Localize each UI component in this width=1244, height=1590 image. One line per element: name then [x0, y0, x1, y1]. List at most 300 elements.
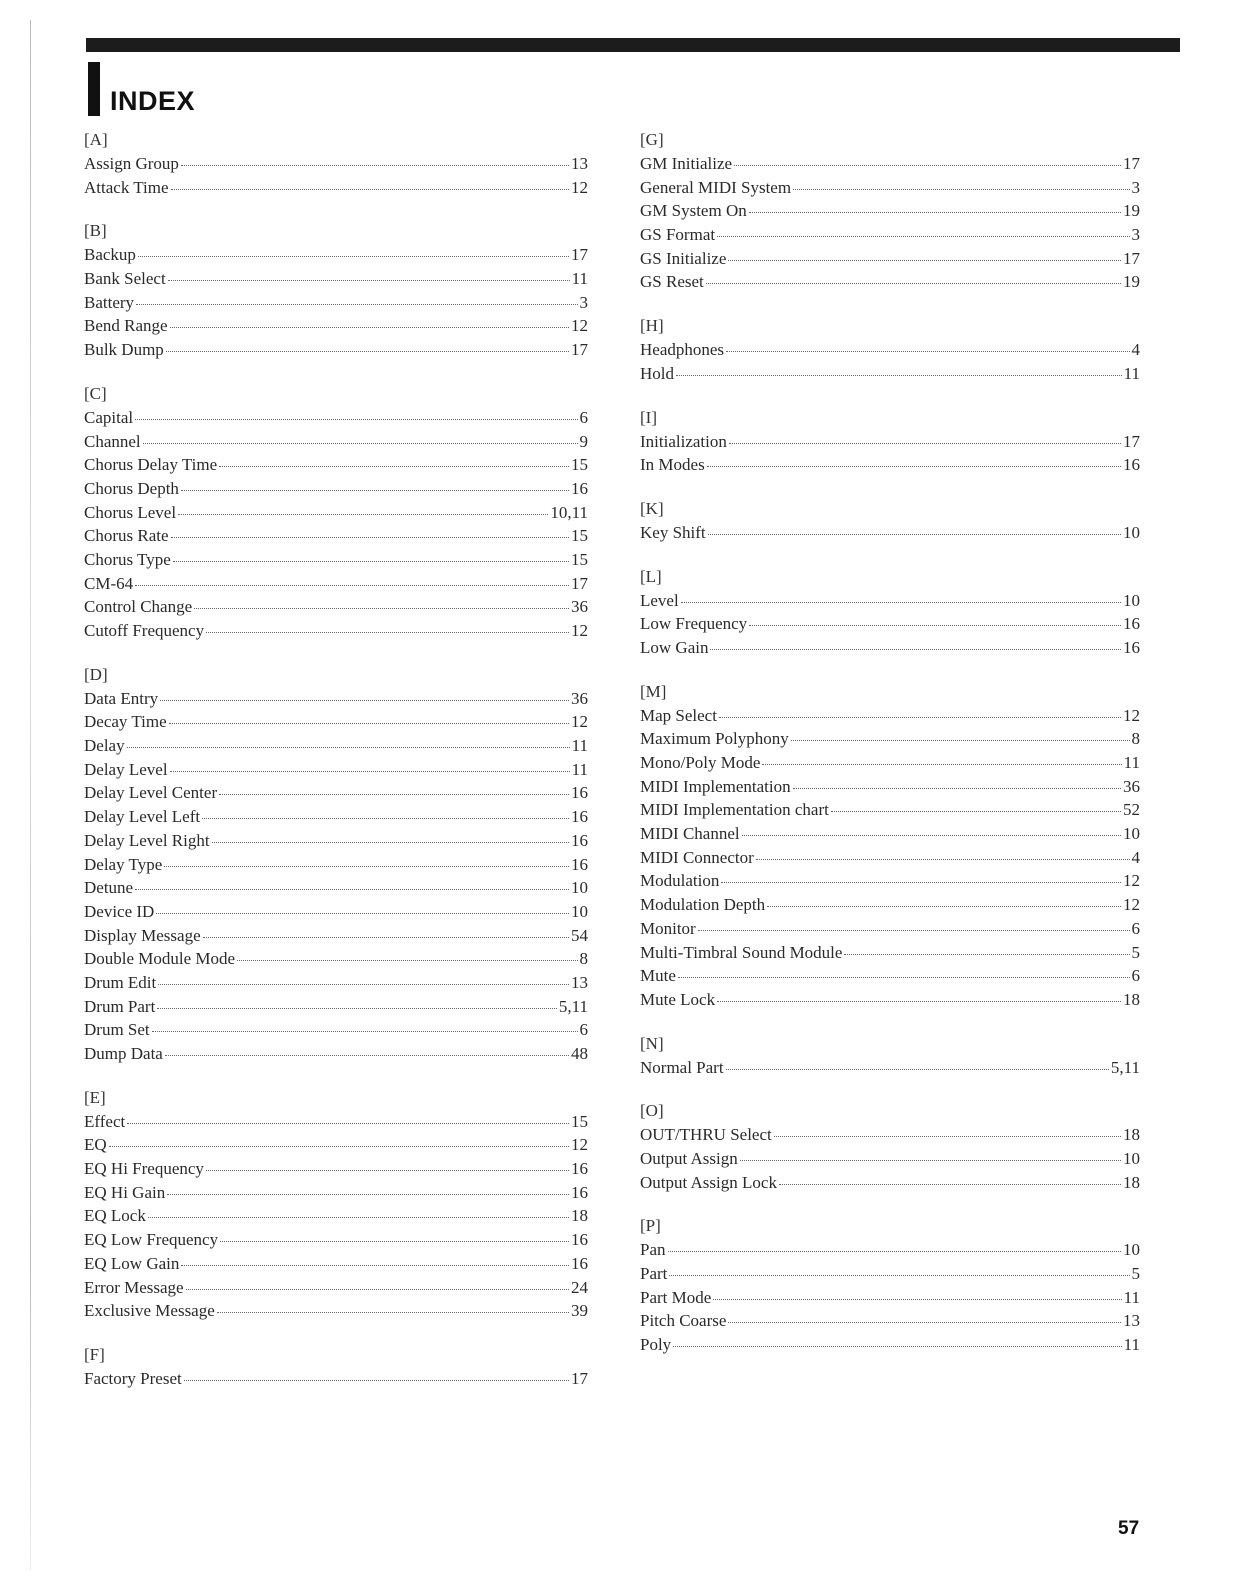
entry-page: 15: [571, 549, 588, 569]
entry-term: Channel: [84, 431, 141, 451]
dot-leader: [779, 1183, 1121, 1185]
section-letter: [O]: [640, 1101, 664, 1121]
entry-term: Delay Level Left: [84, 807, 201, 827]
dot-leader: [194, 607, 569, 609]
index-section: [640, 680, 1140, 1012]
entry-term: General MIDI System: [640, 177, 792, 197]
dot-leader: [171, 536, 569, 538]
entry-term: Effect: [84, 1111, 126, 1131]
section-letter: [B]: [84, 221, 107, 241]
index-entry: [640, 775, 1140, 799]
index-entry: [84, 1157, 588, 1181]
entry-page: 6: [1131, 966, 1140, 986]
index-entry: [640, 1333, 1140, 1357]
dot-leader: [186, 1288, 569, 1290]
index-entry: [84, 501, 588, 525]
entry-term: Delay Level Right: [84, 830, 210, 850]
dot-leader: [791, 739, 1130, 741]
entry-term: Headphones: [640, 340, 725, 360]
index-entry: [640, 1171, 1140, 1195]
dot-leader: [167, 1193, 569, 1195]
index-entry: [84, 1276, 588, 1300]
dot-leader: [160, 699, 569, 701]
index-entry: [640, 362, 1140, 386]
entry-term: Pitch Coarse: [640, 1311, 727, 1331]
index-entry: [84, 453, 588, 477]
index-entry: [640, 1262, 1140, 1286]
entry-term: Capital: [84, 407, 134, 427]
entry-term: Initialization: [640, 431, 727, 451]
entry-term: Pan: [640, 1240, 666, 1260]
entry-term: Bend Range: [84, 316, 168, 336]
dot-leader: [135, 888, 569, 890]
section-letter: [D]: [84, 664, 108, 684]
dot-leader: [202, 817, 569, 819]
index-entry: [640, 917, 1140, 941]
dot-leader: [206, 1169, 569, 1171]
section-letter: [K]: [640, 498, 664, 518]
index-entry: [84, 524, 588, 548]
index-entry: [84, 1299, 588, 1323]
entry-term: GS Reset: [640, 272, 704, 292]
index-entry: [640, 199, 1140, 223]
index-entry: [640, 247, 1140, 271]
entry-term: Drum Edit: [84, 972, 157, 992]
entry-page: 4: [1131, 340, 1140, 360]
entry-term: Backup: [84, 245, 136, 265]
entry-page: 10: [571, 901, 588, 921]
dot-leader: [170, 326, 569, 328]
page-title: INDEX: [110, 86, 196, 116]
index-entry: [84, 291, 588, 315]
index-entry: [84, 430, 588, 454]
index-entry: [84, 687, 588, 711]
dot-leader: [168, 279, 570, 281]
dot-leader: [181, 164, 569, 166]
section-letter: [C]: [84, 383, 107, 403]
entry-page: 3: [1131, 225, 1140, 245]
index-entry: [640, 589, 1140, 613]
entry-page: 11: [571, 759, 588, 779]
dot-leader: [749, 211, 1121, 213]
dot-leader: [127, 746, 570, 748]
index-entry: [84, 805, 588, 829]
entry-term: Drum Set: [84, 1020, 150, 1040]
dot-leader: [729, 442, 1121, 444]
entry-term: Drum Part: [84, 996, 156, 1016]
dot-leader: [152, 1030, 578, 1032]
entry-page: 39: [571, 1301, 588, 1321]
index-entry: [84, 710, 588, 734]
entry-page: 17: [571, 245, 588, 265]
entry-term: CM-64: [84, 573, 134, 593]
entry-page: 3: [1131, 177, 1140, 197]
index-entry: [84, 1181, 588, 1205]
dot-leader: [734, 164, 1121, 166]
dot-leader: [164, 865, 569, 867]
index-entry: [84, 572, 588, 596]
entry-page: 17: [571, 573, 588, 593]
entry-page: 12: [1123, 705, 1140, 725]
dot-leader: [706, 282, 1121, 284]
index-entry: [640, 1123, 1140, 1147]
dot-leader: [136, 303, 577, 305]
dot-leader: [109, 1145, 569, 1147]
entry-term: GS Initialize: [640, 248, 727, 268]
dot-leader: [138, 255, 569, 257]
index-entry: [640, 338, 1140, 362]
index-entry: [84, 734, 588, 758]
dot-leader: [676, 374, 1122, 376]
entry-page: 16: [571, 854, 588, 874]
entry-page: 4: [1131, 847, 1140, 867]
index-entry: [640, 988, 1140, 1012]
dot-leader: [127, 1122, 569, 1124]
entry-term: Mono/Poly Mode: [640, 753, 761, 772]
dot-leader: [135, 418, 577, 420]
index-section: [640, 1099, 1140, 1194]
index-entry: [84, 406, 588, 430]
index-entry: [640, 1309, 1140, 1333]
entry-term: Battery: [84, 292, 135, 312]
entry-term: Poly: [640, 1335, 672, 1355]
index-section: [84, 382, 588, 643]
dot-leader: [178, 513, 548, 515]
entry-term: Chorus Depth: [84, 478, 179, 498]
index-entry: [640, 270, 1140, 294]
entry-page: 12: [571, 621, 588, 640]
dot-leader: [217, 1311, 569, 1313]
entry-term: Part Mode: [640, 1287, 712, 1307]
entry-page: 16: [1123, 614, 1140, 634]
dot-leader: [844, 953, 1129, 955]
entry-term: Map Select: [640, 705, 717, 725]
index-entry: [84, 477, 588, 501]
entry-page: 11: [1123, 1287, 1140, 1307]
entry-term: Chorus Delay Time: [84, 455, 218, 475]
index-entry: [84, 1367, 588, 1391]
index-entry: [84, 1228, 588, 1252]
dot-leader: [728, 1321, 1121, 1323]
index-entry: [640, 1238, 1140, 1262]
dot-leader: [793, 787, 1121, 789]
entry-term: MIDI Channel: [640, 824, 740, 844]
dot-leader: [181, 1264, 569, 1266]
entry-term: In Modes: [640, 455, 705, 475]
dot-leader: [237, 959, 577, 961]
entry-page: 24: [571, 1277, 588, 1297]
index-entry: [84, 900, 588, 924]
section-letter: [A]: [84, 130, 108, 149]
index-section: [640, 406, 1140, 477]
dot-leader: [673, 1345, 1121, 1347]
entry-page: 16: [571, 807, 588, 827]
dot-leader: [756, 858, 1130, 860]
dot-leader: [774, 1135, 1121, 1137]
entry-term: EQ Low Frequency: [84, 1230, 219, 1250]
entry-term: Delay Type: [84, 854, 163, 874]
entry-page: 12: [571, 1135, 588, 1155]
dot-leader: [742, 834, 1121, 836]
dot-leader: [681, 601, 1121, 603]
entry-term: OUT/THRU Select: [640, 1125, 772, 1145]
dot-leader: [158, 983, 569, 985]
entry-page: 5,11: [1110, 1057, 1140, 1077]
index-entry: [84, 758, 588, 782]
entry-page: 48: [571, 1044, 588, 1063]
index-entry: [84, 781, 588, 805]
dot-leader: [206, 631, 569, 633]
entry-term: Delay: [84, 736, 125, 756]
entry-page: 16: [571, 1159, 588, 1179]
index-entry: [84, 243, 588, 267]
section-letter: [N]: [640, 1033, 664, 1053]
index-entry: [84, 267, 588, 291]
index-section: [84, 128, 588, 199]
page-number: 57: [1118, 1518, 1140, 1539]
dot-leader: [717, 235, 1129, 237]
entry-term: Maximum Polyphony: [640, 729, 789, 749]
dot-leader: [220, 1240, 569, 1242]
dot-leader: [668, 1250, 1122, 1252]
entry-term: Bank Select: [84, 269, 166, 289]
index-entry: [640, 1056, 1140, 1080]
index-entry: [84, 338, 588, 362]
index-entry: [84, 924, 588, 948]
entry-page: 17: [1123, 248, 1140, 268]
entry-page: 19: [1123, 201, 1140, 221]
dot-leader: [717, 1000, 1121, 1002]
entry-page: 12: [1123, 871, 1140, 891]
entry-page: 16: [1123, 455, 1140, 475]
dot-leader: [678, 976, 1130, 978]
entry-page: 52: [1123, 800, 1140, 820]
entry-page: 11: [1123, 1335, 1140, 1355]
entry-page: 15: [571, 1111, 588, 1131]
index-entry: [640, 430, 1140, 454]
entry-page: 36: [571, 597, 588, 617]
entry-term: EQ Hi Frequency: [84, 1159, 204, 1179]
entry-term: Delay Level: [84, 759, 168, 779]
entry-page: 18: [1123, 1125, 1140, 1145]
dot-leader: [135, 584, 569, 586]
entry-page: 12: [571, 177, 588, 197]
entry-page: 8: [1131, 729, 1140, 749]
entry-page: 18: [1123, 989, 1140, 1009]
index-section: [640, 314, 1140, 385]
index-entry: [84, 314, 588, 338]
entry-term: Normal Part: [640, 1057, 724, 1077]
index-entry: [84, 595, 588, 619]
dot-leader: [169, 722, 569, 724]
entry-page: 12: [1123, 895, 1140, 915]
dot-leader: [166, 350, 569, 352]
entry-term: Key Shift: [640, 522, 706, 542]
entry-term: Bulk Dump: [84, 340, 164, 360]
dot-leader: [719, 716, 1121, 718]
index-entry: [84, 548, 588, 572]
entry-page: 6: [579, 407, 588, 427]
index-entry: [640, 612, 1140, 636]
dot-leader: [156, 912, 569, 914]
entry-page: 17: [1123, 154, 1140, 173]
index-entry: [640, 869, 1140, 893]
dot-leader: [184, 1379, 569, 1381]
index-entry: [640, 521, 1140, 545]
entry-page: 6: [1131, 918, 1140, 938]
entry-term: Cutoff Frequency: [84, 621, 205, 640]
entry-term: EQ: [84, 1135, 107, 1155]
entry-term: Multi-Timbral Sound Module: [640, 942, 843, 962]
dot-leader: [698, 929, 1130, 931]
scan-edge: [30, 20, 31, 1570]
entry-term: Delay Level Center: [84, 783, 218, 803]
entry-page: 36: [571, 688, 588, 708]
index-section: [84, 1086, 588, 1323]
entry-term: Device ID: [84, 901, 155, 921]
index-section: [84, 219, 588, 361]
entry-page: 54: [571, 925, 588, 945]
index-section: [640, 1032, 1140, 1080]
dot-leader: [219, 793, 569, 795]
index-entry: [640, 1286, 1140, 1310]
entry-term: Low Frequency: [640, 614, 748, 634]
entry-term: Data Entry: [84, 688, 159, 708]
section-letter: [E]: [84, 1087, 106, 1107]
dot-leader: [143, 442, 578, 444]
entry-page: 12: [571, 712, 588, 732]
entry-page: 16: [571, 478, 588, 498]
dot-leader: [669, 1274, 1129, 1276]
dot-leader: [219, 465, 569, 467]
index-entry: [640, 223, 1140, 247]
entry-term: Chorus Level: [84, 502, 177, 522]
entry-page: 6: [579, 1020, 588, 1040]
entry-term: Output Assign Lock: [640, 1172, 777, 1192]
entry-term: MIDI Implementation chart: [640, 800, 829, 820]
entry-page: 13: [571, 972, 588, 992]
index-section: [640, 565, 1140, 660]
dot-leader: [708, 533, 1121, 535]
entry-term: Exclusive Message: [84, 1301, 215, 1321]
entry-term: Hold: [640, 363, 674, 383]
index-entry: [640, 846, 1140, 870]
entry-page: 10: [1123, 590, 1140, 610]
index-entry: [84, 1133, 588, 1157]
section-letter: [F]: [84, 1344, 105, 1364]
index-entry: [84, 1110, 588, 1134]
entry-term: Low Gain: [640, 637, 709, 657]
index-entry: [84, 947, 588, 971]
entry-page: 11: [571, 736, 588, 756]
index-section: [84, 663, 588, 1066]
index-entry: [640, 822, 1140, 846]
entry-term: MIDI Implementation: [640, 776, 791, 796]
index-entry: [84, 152, 588, 176]
dot-leader: [726, 350, 1129, 352]
entry-page: 19: [1123, 272, 1140, 292]
entry-term: Display Message: [84, 925, 201, 945]
entry-term: Assign Group: [84, 154, 179, 173]
index-column-left: [84, 128, 588, 1411]
entry-term: Decay Time: [84, 712, 167, 732]
index-section: [640, 128, 1140, 294]
index-entry: [84, 619, 588, 643]
dot-leader: [710, 648, 1121, 650]
entry-term: Part: [640, 1264, 668, 1283]
entry-page: 10: [571, 878, 588, 898]
dot-leader: [726, 1068, 1109, 1070]
index-entry: [640, 453, 1140, 477]
index-entry: [640, 636, 1140, 660]
entry-page: 18: [571, 1206, 588, 1226]
entry-term: Level: [640, 590, 679, 610]
entry-page: 17: [1123, 431, 1140, 451]
entry-term: EQ Lock: [84, 1206, 146, 1226]
index-entry: [84, 1018, 588, 1042]
entry-page: 15: [571, 526, 588, 546]
dot-leader: [181, 489, 569, 491]
section-letter: [P]: [640, 1216, 661, 1236]
dot-leader: [767, 905, 1121, 907]
entry-page: 8: [579, 949, 588, 969]
entry-term: EQ Low Gain: [84, 1253, 180, 1273]
entry-term: Dump Data: [84, 1044, 163, 1063]
entry-term: Output Assign: [640, 1148, 738, 1168]
entry-page: 10: [1123, 1148, 1140, 1168]
dot-leader: [173, 560, 569, 562]
dot-leader: [171, 188, 569, 190]
entry-page: 9: [579, 431, 588, 451]
section-letter: [M]: [640, 681, 667, 701]
entry-page: 17: [571, 340, 588, 360]
index-entry: [640, 751, 1140, 775]
index-entry: [640, 798, 1140, 822]
entry-term: Attack Time: [84, 177, 169, 197]
entry-term: Modulation Depth: [640, 895, 766, 915]
entry-page: 16: [571, 1230, 588, 1250]
entry-term: GM Initialize: [640, 154, 733, 173]
index-entry: [640, 704, 1140, 728]
entry-page: 18: [1123, 1172, 1140, 1192]
index-entry: [640, 727, 1140, 751]
dot-leader: [762, 763, 1121, 765]
index-entry: [640, 152, 1140, 176]
title-bar-marker: [88, 62, 100, 116]
entry-term: MIDI Connector: [640, 847, 754, 867]
entry-page: 16: [571, 783, 588, 803]
entry-page: 17: [571, 1368, 588, 1388]
top-rule: [86, 38, 1180, 52]
dot-leader: [831, 810, 1121, 812]
index-entry: [640, 1147, 1140, 1171]
index-entry: [84, 853, 588, 877]
entry-page: 5: [1131, 942, 1140, 962]
index-section: [640, 497, 1140, 545]
section-letter: [G]: [640, 130, 664, 149]
entry-page: 10,11: [550, 502, 588, 522]
index-entry: [84, 1042, 588, 1066]
index-entry: [84, 995, 588, 1019]
dot-leader: [713, 1298, 1121, 1300]
entry-term: Mute: [640, 966, 676, 986]
entry-page: 11: [1123, 363, 1140, 383]
entry-term: GS Format: [640, 225, 716, 245]
index-entry: [640, 964, 1140, 988]
index-entry: [84, 971, 588, 995]
entry-term: Factory Preset: [84, 1368, 182, 1388]
dot-leader: [165, 1054, 569, 1056]
